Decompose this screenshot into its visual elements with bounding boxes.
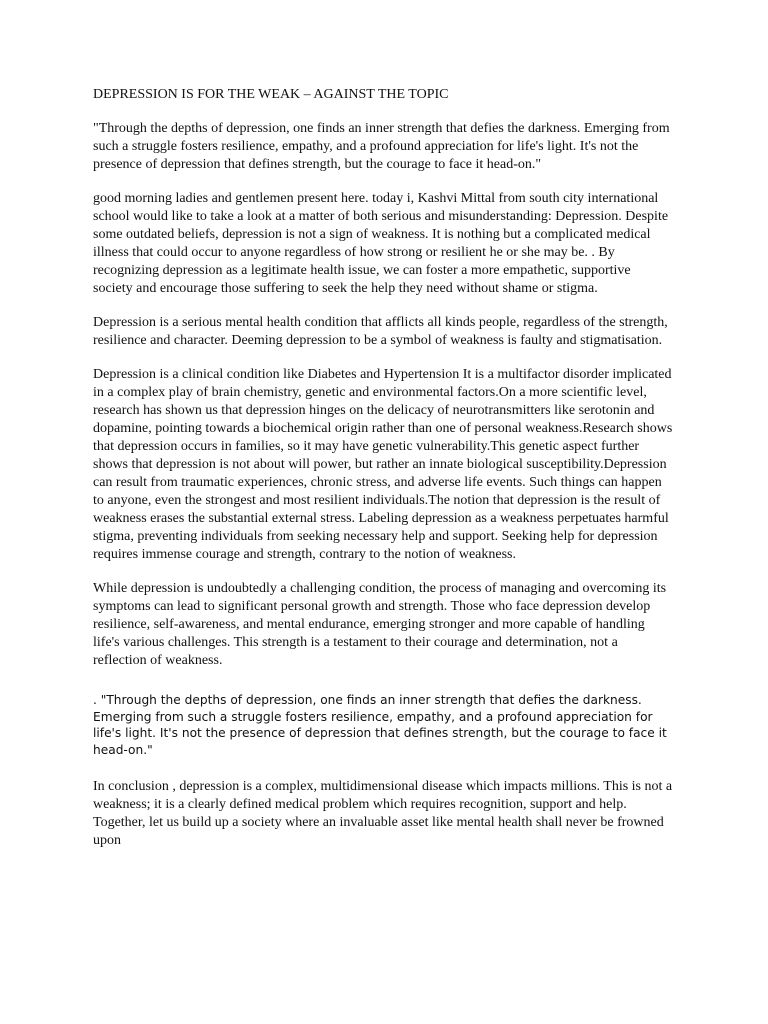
- growth-paragraph: While depression is undoubtedly a challenging condition, the process of managing and overcoming its symptoms can lead to significant personal growth and strength. Those who face depression develop resilience, self-awareness, and mental endurance, emerging stronger and more capable of handling life's various challenges. This strength is a testament to their courage and determination, not a reflection of weakness.: [93, 581, 667, 668]
- conclusion-paragraph: In conclusion , depression is a complex, multidimensional disease which impacts millions. This is not a weakness; it is a clearly defined medical problem which requires recognition, support and help. Together, let us build up a society where an invaluable asset like mental health shall never be frowned upon: [93, 779, 673, 848]
- introduction-paragraph: good morning ladies and gentlemen present here. today i, Kashvi Mittal from south city international school would like to take a look at a matter of both serious and misunderstanding: Depression. Despite some outdated beliefs, depression is not a sign of weakness. It is nothing but a complicated medical illness that could occur to anyone regardless of how strong or resilient he or she may be. . By recognizing depression as a legitimate health issue, we can foster a more empathetic, supportive society and encourage those suffering to seek the help they need without shame or stigma.: [93, 191, 669, 296]
- repeated-quote-paragraph: . "Through the depths of depression, one finds an inner strength that defies the darkness. Emerging from such a struggle fosters resilience, empathy, and a profound appreciation for life's light. It's not the presence of depression that defines strength, but the courage to face it head-on.": [93, 693, 667, 757]
- document-page: [93, 86, 673, 866]
- opening-quote-paragraph: "Through the depths of depression, one finds an inner strength that defies the darkness. Emerging from such a struggle fosters resilience, empathy, and a profound appreciation for life's light. It's not the presence of depression that defines strength, but the courage to face it head-on.": [93, 121, 670, 172]
- document-title: DEPRESSION IS FOR THE WEAK – AGAINST THE TOPIC: [93, 87, 449, 102]
- definition-paragraph: Depression is a serious mental health condition that afflicts all kinds people, regardless of the strength, resilience and character. Deeming depression to be a symbol of weakness is faulty and stigmatisation.: [93, 315, 668, 348]
- clinical-condition-paragraph: Depression is a clinical condition like Diabetes and Hypertension It is a multifactor disorder implicated in a complex play of brain chemistry, genetic and environmental factors.On a more scientific level, research has shown us that depression hinges on the delicacy of neurotransmitters like serotonin and dopamine, pointing towards a biochemical origin rather than one of personal weakness.Research shows that depression occurs in families, so it may have genetic vulnerability.This genetic aspect further shows that depression is not about will power, but rather an innate biological susceptibility.Depression can result from traumatic experiences, chronic stress, and adverse life events. Such things can happen to anyone, even the strongest and most resilient individuals.The notion that depression is the result of weakness erases the substantial external stress. Labeling depression as a weakness perpetuates harmful stigma, preventing individuals from seeking necessary help and support. Seeking help for depression requires immense courage and strength, contrary to the notion of weakness.: [93, 367, 673, 562]
